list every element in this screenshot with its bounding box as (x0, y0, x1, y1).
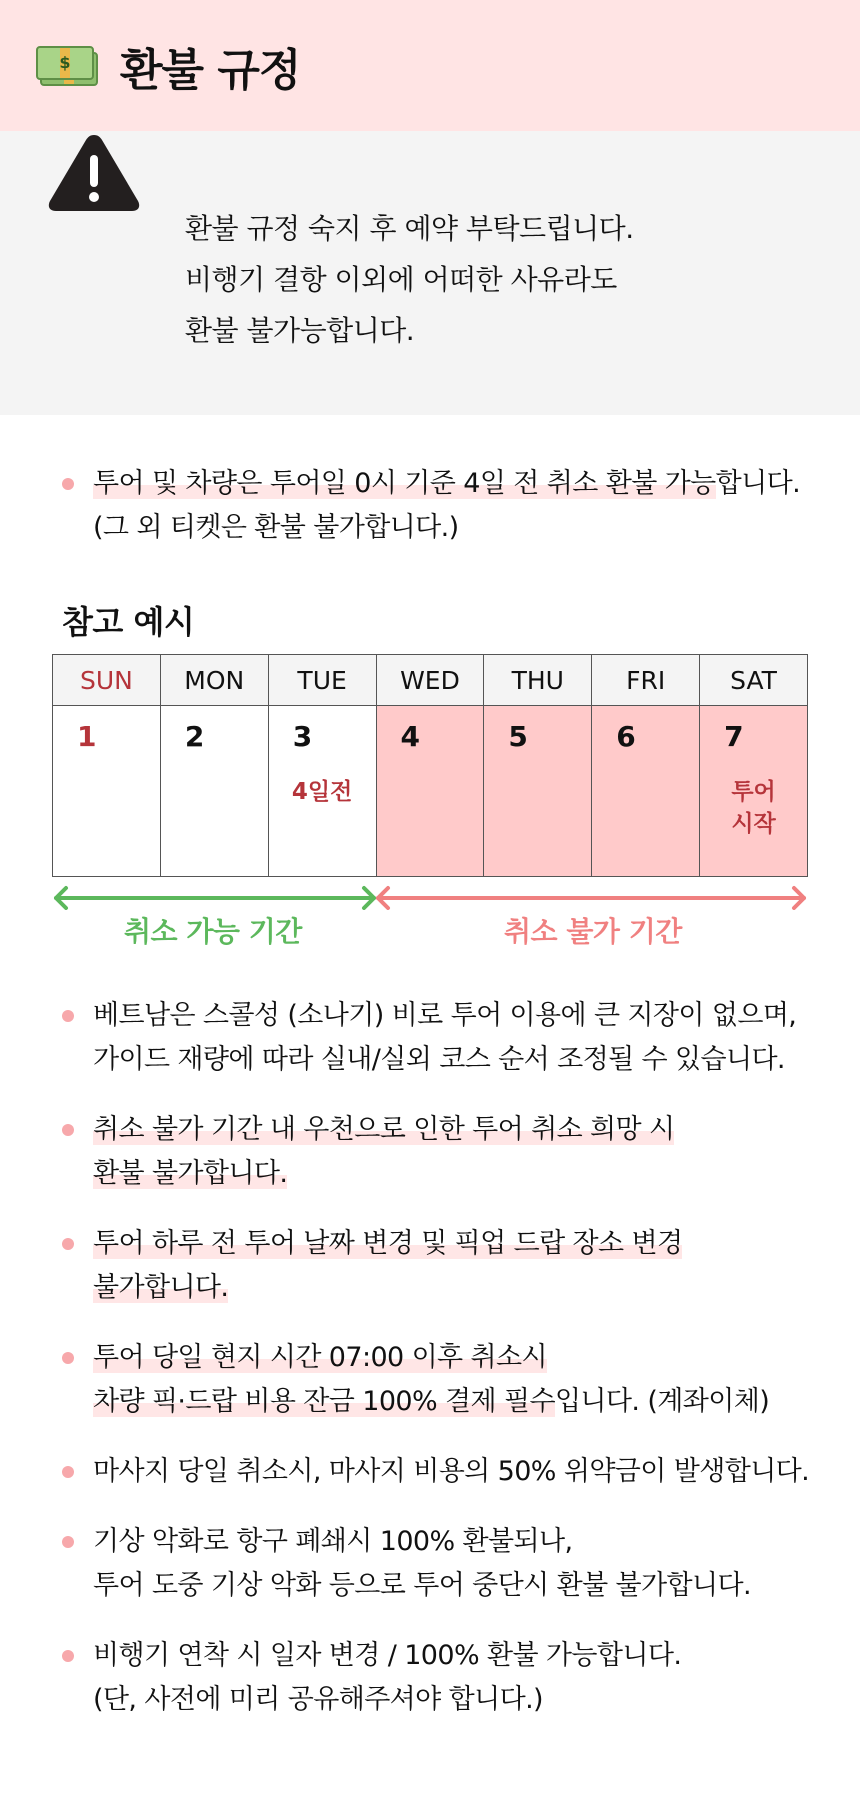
cancel-ok-label: 취소 가능 기간 (124, 915, 302, 948)
bullet-dot (62, 1124, 74, 1136)
tour-start-note (700, 776, 807, 840)
page-header (0, 0, 860, 131)
warning-icon (46, 131, 142, 215)
calendar-example (52, 654, 808, 877)
bullet-dot (62, 1010, 74, 1022)
rule-line: 투어 당일 현지 시간 07:00 이후 취소시 (93, 1342, 547, 1373)
cancel-period-indicator (52, 880, 808, 960)
cancel-no-label: 취소 불가 기간 (504, 915, 682, 948)
rule-line: 취소 불가 기간 내 우천으로 인한 투어 취소 희망 시 (93, 1114, 675, 1145)
four-days-before-note: 4일전 (291, 779, 353, 805)
rule-line: 환불 불가합니다. (93, 1158, 288, 1189)
cancel-no-arrow (378, 888, 804, 908)
rule-line: (단, 사전에 미리 공유해주셔야 합니다.) (93, 1684, 543, 1715)
weekday-sun: SUN (53, 655, 161, 706)
rule-line: 기상 악화로 항구 폐쇄시 100% 환불되나, (93, 1526, 573, 1557)
day-number: 2 (184, 720, 205, 753)
bullet-dot (62, 1536, 74, 1548)
day-number: 7 (724, 720, 744, 753)
weekday-thu: THU (484, 655, 592, 706)
day-number: 6 (616, 720, 636, 753)
rule-line: 투어 하루 전 투어 날짜 변경 및 픽업 드랍 장소 변경 (93, 1228, 683, 1259)
day-number: 1 (77, 720, 97, 753)
rule-bullet (0, 994, 860, 1082)
weekday-wed: WED (376, 655, 484, 706)
day-cell-3 (268, 706, 376, 877)
rule-line: 투어 도중 기상 악화 등으로 투어 중단시 환불 불가합니다. (93, 1570, 751, 1601)
weekday-tue: TUE (268, 655, 376, 706)
cancel-ok-arrow (56, 888, 374, 908)
day-cell-4 (376, 706, 484, 877)
weekday-fri: FRI (592, 655, 700, 706)
rule-bullet (0, 1520, 860, 1608)
notice-line-3: 환불 불가능합니다. (185, 314, 415, 347)
day-cell-5 (484, 706, 592, 877)
day-cell-6 (592, 706, 700, 877)
tour-start-line-2: 시작 (731, 811, 776, 837)
day-cell-2 (160, 706, 268, 877)
rule-bullet (0, 1108, 860, 1196)
day-cell-1 (53, 706, 161, 877)
tour-start-line-1: 투어 (731, 779, 776, 805)
bullet-dot (62, 1352, 74, 1364)
rule-line: 불가합니다. (93, 1272, 229, 1303)
rule-line: 베트남은 스콜성 (소나기) 비로 투어 이용에 큰 지장이 없으며, (93, 1000, 797, 1031)
bullet-dot (62, 478, 74, 490)
rule-line: 가이드 재량에 따라 실내/실외 코스 순서 조정될 수 있습니다. (93, 1044, 785, 1075)
bullet-dot (62, 1238, 74, 1250)
rule-line: 차량 픽·드랍 비용 잔금 100% 결제 필수 (93, 1386, 555, 1417)
rule-line: 비행기 연착 시 일자 변경 / 100% 환불 가능합니다. (93, 1640, 682, 1671)
notice-line-2: 비행기 결항 이외에 어떠한 사유라도 (185, 263, 617, 296)
refund-rule-line-2: (그 외 티켓은 환불 불가합니다.) (93, 512, 459, 543)
refund-rule-bullet (0, 462, 860, 550)
day-number: 3 (292, 720, 313, 753)
period-arrows (52, 880, 808, 910)
day-cell-7 (700, 706, 808, 877)
rule-line: 마사지 당일 취소시, 마사지 비용의 50% 위약금이 발생합니다. (93, 1456, 810, 1487)
refund-rule-rest: 합니다. (715, 468, 801, 499)
rule-line-rest: 입니다. (계좌이체) (554, 1386, 770, 1417)
money-bill-icon: $ (36, 46, 98, 86)
notice-line-1: 환불 규정 숙지 후 예약 부탁드립니다. (185, 212, 634, 245)
weekday-sat: SAT (700, 655, 808, 706)
rule-bullet (0, 1634, 860, 1722)
example-title: 참고 예시 (62, 603, 195, 641)
rule-bullet (0, 1450, 860, 1494)
page-title: 환불 규정 (120, 44, 301, 96)
notice-box (0, 131, 860, 415)
day-number: 4 (400, 720, 421, 753)
weekday-mon: MON (160, 655, 268, 706)
rule-bullet (0, 1222, 860, 1310)
bullet-dot (62, 1466, 74, 1478)
rule-bullet (0, 1336, 860, 1424)
day-number: 5 (508, 720, 528, 753)
refund-rule-highlight: 투어 및 차량은 투어일 0시 기준 4일 전 취소 환불 가능 (93, 468, 716, 499)
bullet-dot (62, 1650, 74, 1662)
